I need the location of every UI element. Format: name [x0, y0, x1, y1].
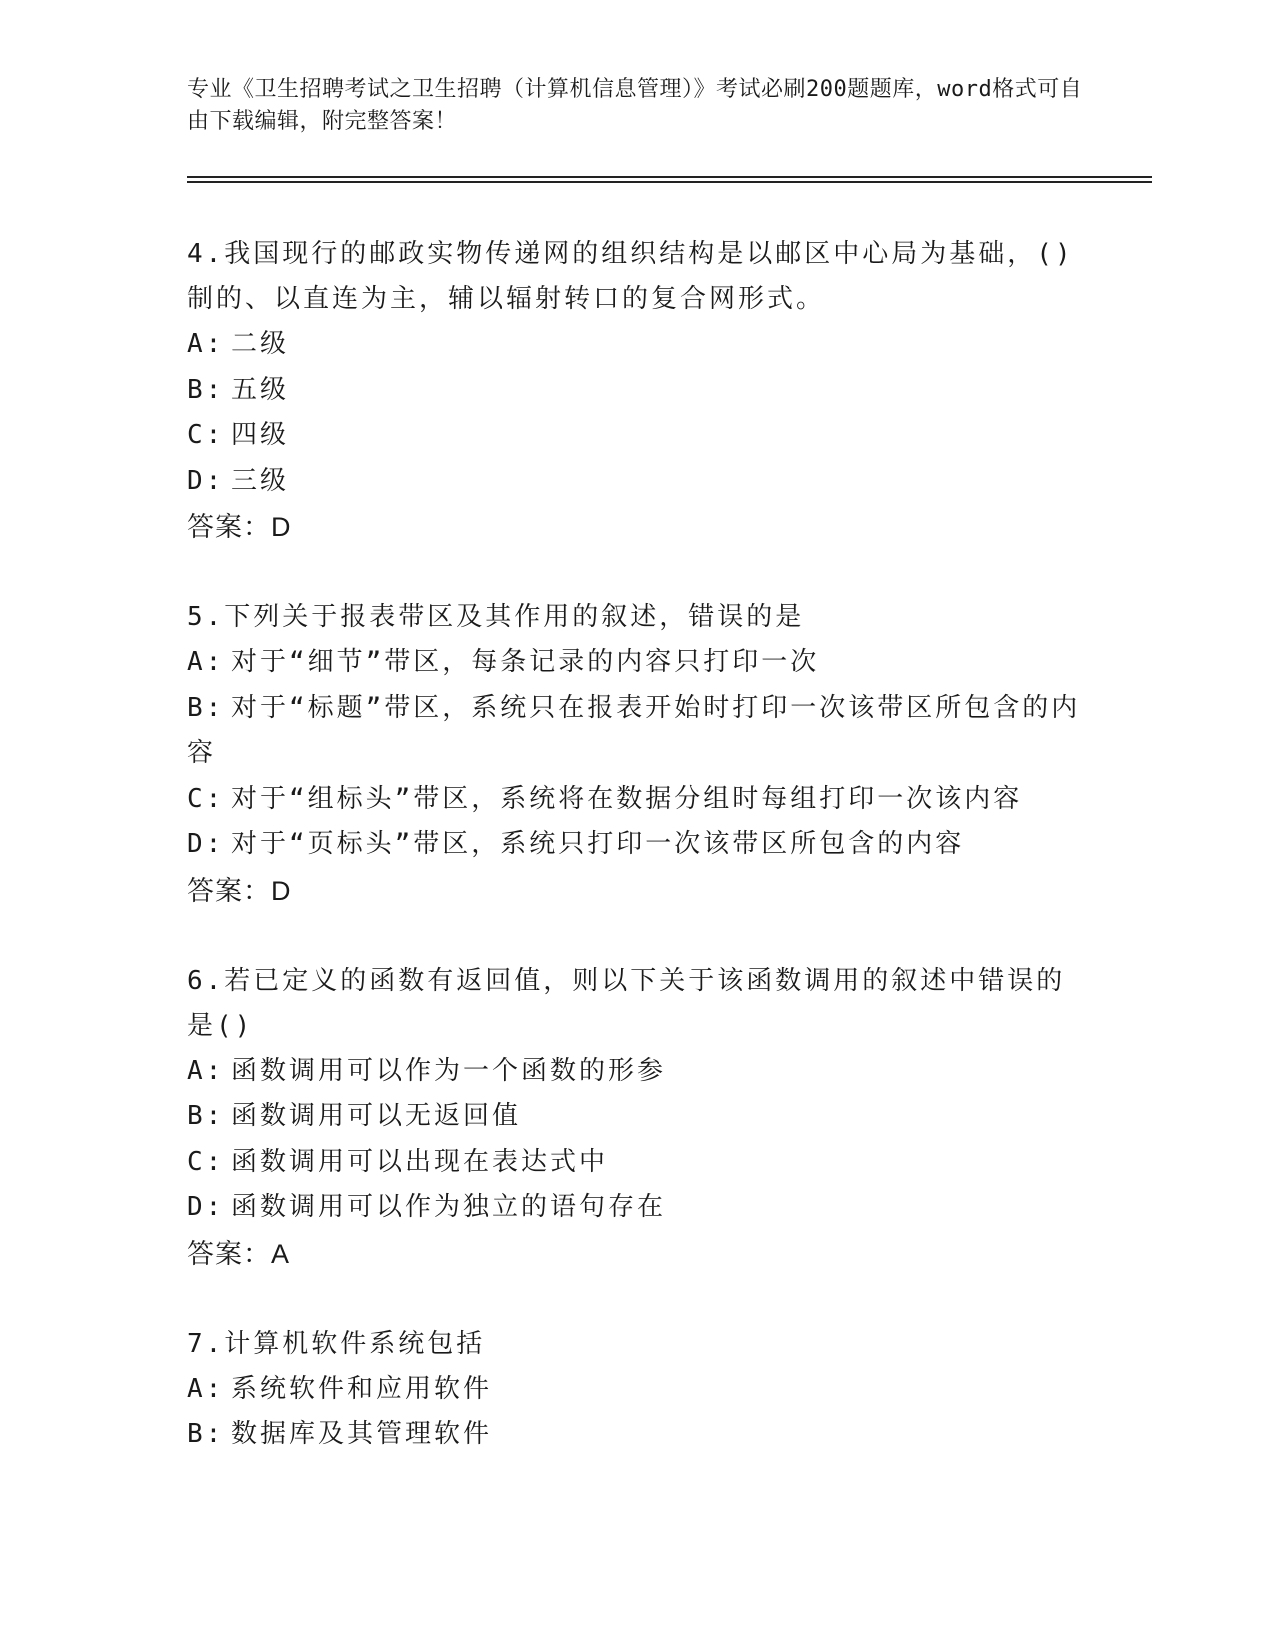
- option-text: 对于“标题”带区，系统只在报表开始时打印一次该带区所包含的内容: [187, 692, 1081, 768]
- option-letter: A:: [187, 329, 225, 359]
- option-text: 函数调用可以出现在表达式中: [231, 1146, 609, 1177]
- question-list: [187, 232, 1087, 1503]
- option-b: [187, 368, 1087, 414]
- document-header: [187, 74, 1087, 138]
- question-stem: 6.若已定义的函数有返回值，则以下关于该函数调用的叙述中错误的是(): [187, 965, 1066, 1041]
- option-a: [187, 1049, 1087, 1095]
- option-letter: C:: [187, 783, 225, 814]
- option-letter: B:: [187, 374, 225, 405]
- option-text: 三级: [231, 465, 290, 496]
- option-letter: A:: [187, 647, 225, 677]
- option-c: [187, 777, 1087, 823]
- option-letter: D:: [187, 829, 225, 859]
- question-item: [187, 232, 1087, 550]
- option-text: 对于“页标头”带区，系统只打印一次该带区所包含的内容: [231, 829, 965, 859]
- option-a: [187, 640, 1087, 686]
- question-item: [187, 595, 1087, 914]
- option-d: [187, 1185, 1087, 1231]
- question-stem: 4.我国现行的邮政实物传递网的组织结构是以邮区中心局为基础，()制的、以直连为主，辅以辐射转口的复合网形式。: [187, 239, 1074, 314]
- option-b: [187, 1412, 1087, 1458]
- option-letter: C:: [187, 1146, 225, 1177]
- option-letter: B:: [187, 1101, 225, 1131]
- option-text: 五级: [231, 374, 290, 405]
- option-letter: D:: [187, 465, 225, 496]
- option-letter: B:: [187, 1419, 225, 1449]
- option-text: 函数调用可以作为独立的语句存在: [231, 1192, 667, 1222]
- option-a: [187, 322, 1087, 368]
- option-letter: A:: [187, 1373, 225, 1404]
- header-divider-second: [187, 181, 1152, 183]
- option-text: 四级: [231, 420, 290, 450]
- question-item: [187, 959, 1087, 1277]
- option-d: [187, 459, 1087, 505]
- option-letter: C:: [187, 420, 225, 450]
- option-a: [187, 1367, 1087, 1413]
- option-letter: D:: [187, 1192, 225, 1222]
- option-letter: B:: [187, 692, 225, 723]
- question-stem: 7.计算机软件系统包括: [187, 1328, 486, 1359]
- option-text: 函数调用可以作为一个函数的形参: [231, 1055, 667, 1086]
- option-text: 对于“细节”带区，每条记录的内容只打印一次: [231, 647, 820, 677]
- option-letter: A:: [187, 1055, 225, 1086]
- option-c: [187, 413, 1087, 459]
- option-c: [187, 1140, 1087, 1186]
- header-divider: [187, 176, 1152, 178]
- option-text: 对于“组标头”带区，系统将在数据分组时每组打印一次该内容: [231, 783, 1023, 814]
- answer-line: 答案：D: [187, 512, 292, 542]
- option-d: [187, 822, 1087, 868]
- option-b: [187, 686, 1087, 777]
- answer-line: 答案：D: [187, 875, 292, 906]
- option-b: [187, 1094, 1087, 1140]
- option-text: 系统软件和应用软件: [231, 1373, 493, 1404]
- option-text: 二级: [231, 329, 290, 359]
- header-text: 专业《卫生招聘考试之卫生招聘（计算机信息管理）》考试必刷200题题库，word格式可自由下载编辑，附完整答案！: [187, 77, 1083, 134]
- answer-line: 答案：A: [187, 1238, 291, 1269]
- question-stem: 5.下列关于报表带区及其作用的叙述，错误的是: [187, 602, 805, 632]
- question-item: [187, 1322, 1087, 1458]
- option-text: 函数调用可以无返回值: [231, 1101, 522, 1131]
- option-text: 数据库及其管理软件: [231, 1419, 493, 1449]
